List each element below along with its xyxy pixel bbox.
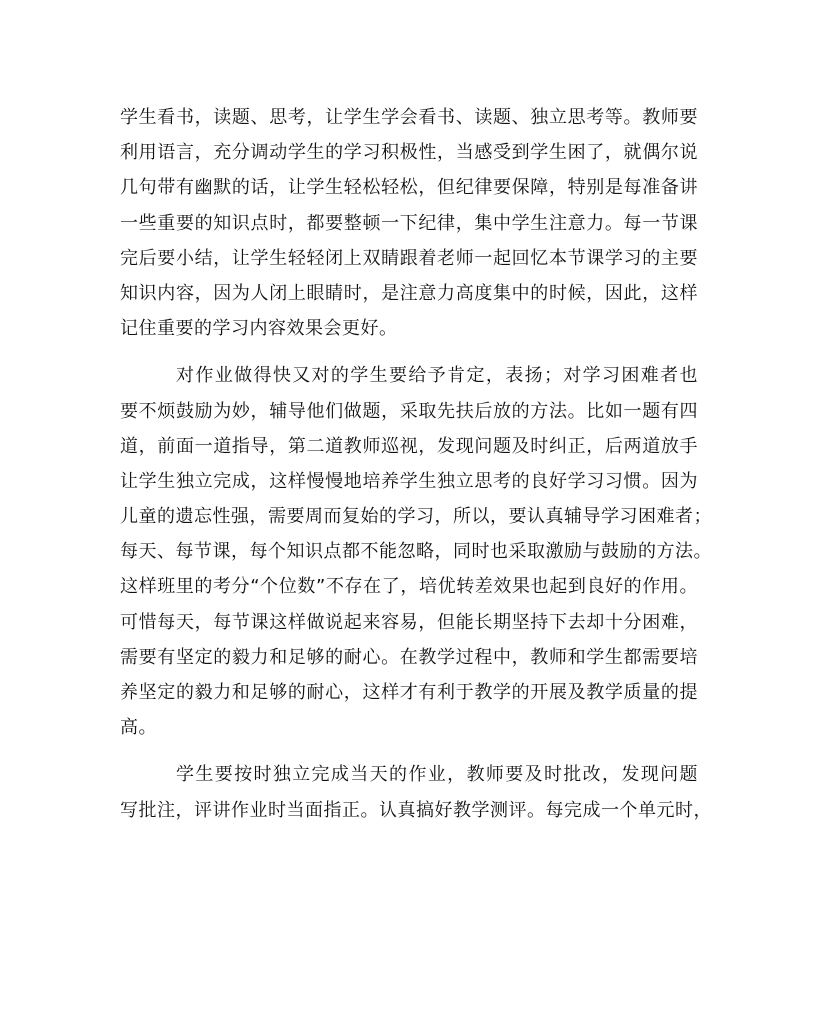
text-line: 学生看书，读题、思考，让学生学会看书、读题、独立思考等。教师要 [120,107,698,128]
text-line: 一些重要的知识点时，都要整顿一下纪律，集中学生注意力。每一节课 [120,212,698,234]
text-line: 几句带有幽默的话，让学生轻松轻松，但纪律要保障，特别是每准备讲 [120,177,698,199]
text-line: 对作业做得快又对的学生要给予肯定，表扬；对学习困难者也 [176,365,698,387]
paragraph-2 [120,358,712,745]
text-line: 每天、每节课，每个知识点都不能忽略，同时也采取激励与鼓励的方法。 [120,541,712,563]
text-line: 利用语言，充分调动学生的学习积极性，当感受到学生困了，就偶尔说 [120,142,698,164]
text-line: 可惜每天，每节课这样做说起来容易，但能长期坚持下去却十分困难， [120,611,698,633]
text-line: 道，前面一道指导，第二道教师巡视，发现问题及时纠正，后两道放手 [120,435,698,457]
paragraph-1 [120,100,698,346]
text-line: 让学生独立完成，这样慢慢地培养学生独立思考的良好学习习惯。因为 [120,470,698,492]
text-line: 养坚定的毅力和足够的耐心，这样才有利于教学的开展及教学质量的提 [120,682,698,703]
text-line: 知识内容，因为人闭上眼睛时，是注意力高度集中的时候，因此，这样 [120,282,698,304]
text-line: 儿童的遗忘性强，需要周而复始的学习，所以，要认真辅导学习困难者； [120,506,712,528]
paragraph-3 [120,757,712,827]
text-line: 学生要按时独立完成当天的作业，教师要及时批改，发现问题 [176,764,698,786]
text-line: 写批注，评讲作业时当面指正。认真搞好教学测评。每完成一个单元时， [120,799,712,821]
paragraph-gap [120,346,698,358]
text-line: 要不烦鼓励为妙，辅导他们做题，采取先扶后放的方法。比如一题有四 [120,400,698,422]
text-line: 完后要小结，让学生轻轻闭上双睛跟着老师一起回忆本节课学习的主要 [120,247,698,269]
text-line: 高。 [120,717,157,739]
text-line: 这样班里的考分“个位数”不存在了，培优转差效果也起到良好的作用。 [120,576,698,598]
paragraph-gap [120,745,698,757]
text-line: 记住重要的学习内容效果会更好。 [120,318,398,340]
body-text [120,100,712,828]
text-line: 需要有坚定的毅力和足够的耐心。在教学过程中，教师和学生都需要培 [120,646,698,668]
